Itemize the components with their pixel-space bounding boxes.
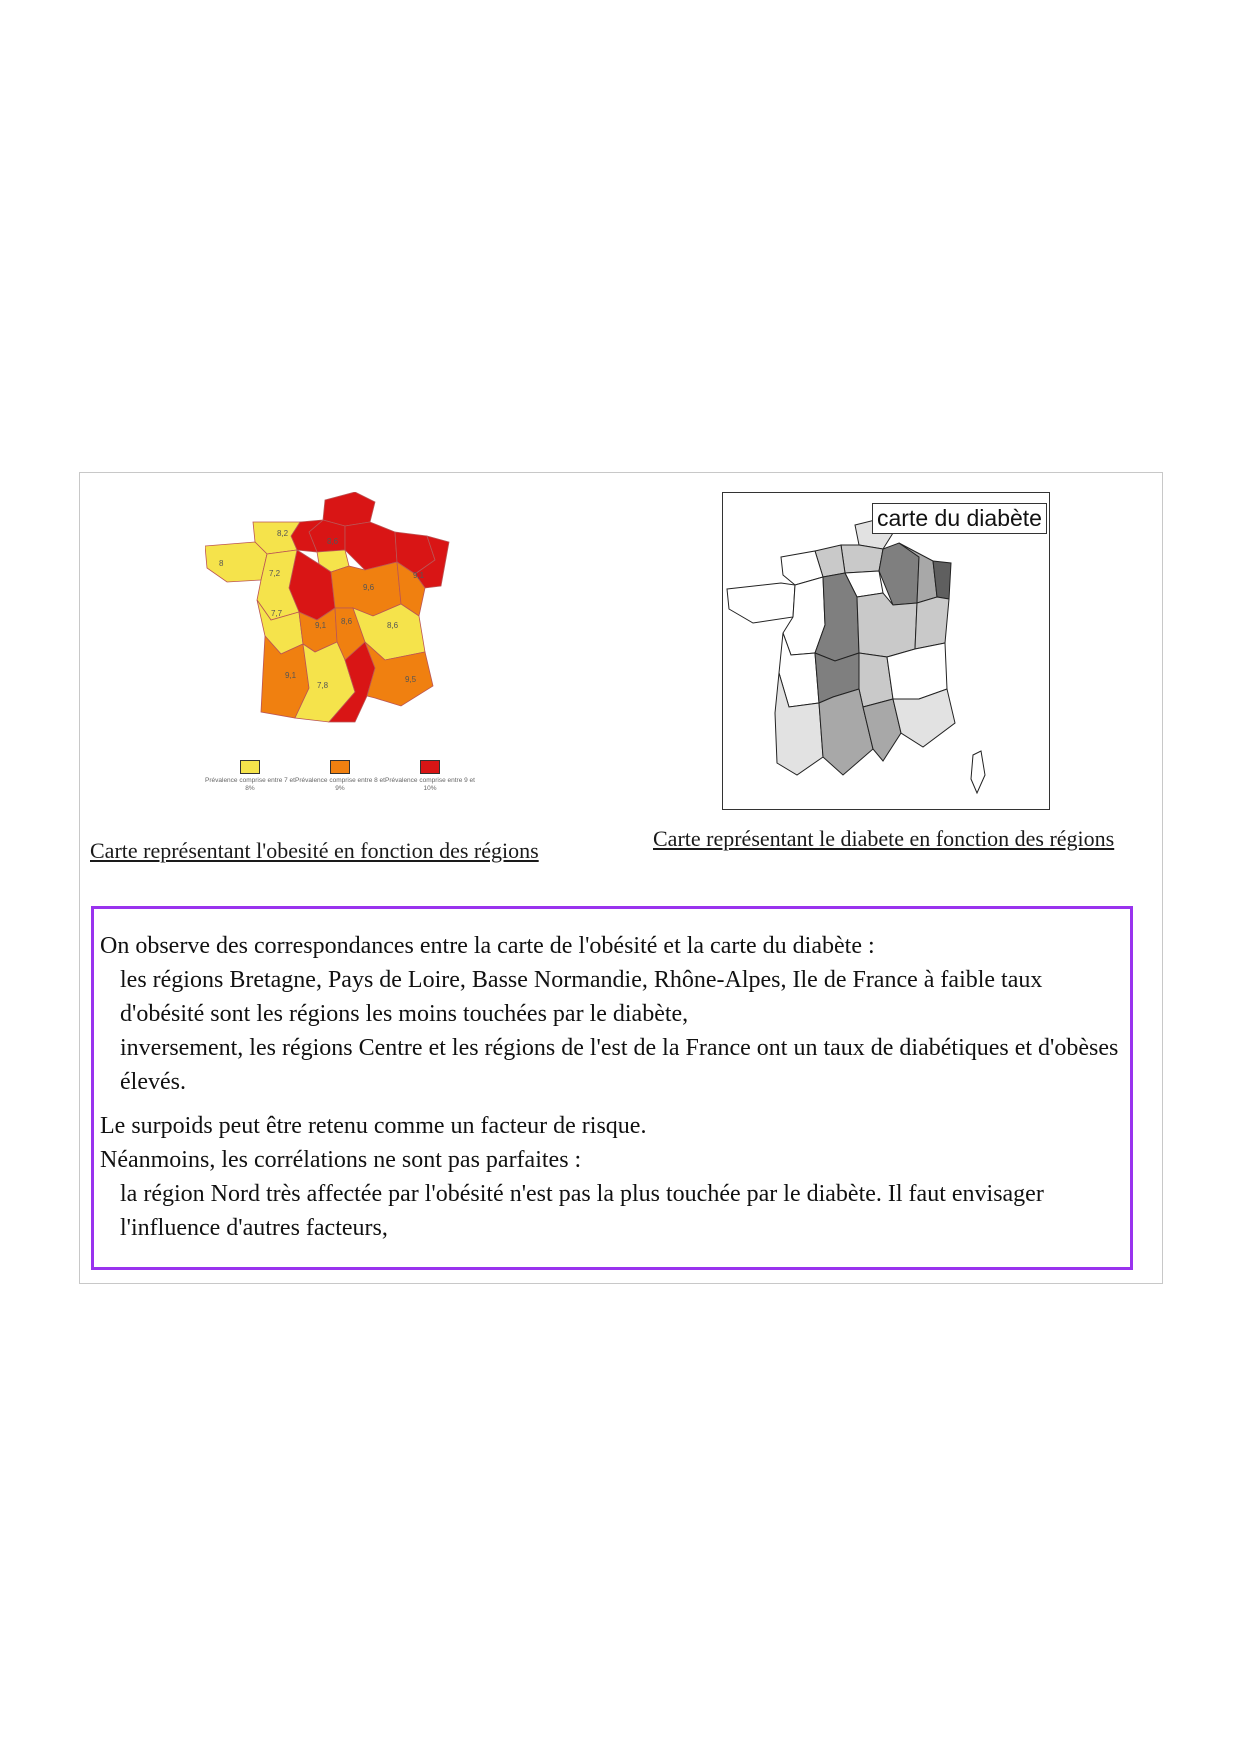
- legend-swatch: [420, 760, 440, 774]
- region-franche-comte: [915, 597, 949, 649]
- obesity-legend: [205, 760, 475, 800]
- conclusion-paragraph: On observe des correspondances entre la carte de l'obésité et la carte du diabète :: [100, 933, 875, 959]
- map-title: carte du diabète: [872, 503, 1047, 534]
- legend-item-mid: [295, 760, 385, 793]
- region-picardie: [841, 545, 883, 573]
- region-label: 9,1: [315, 621, 327, 630]
- legend-swatch: [240, 760, 260, 774]
- region-label: 8,6: [341, 617, 353, 626]
- legend-swatch: [330, 760, 350, 774]
- region-label: 9,6: [363, 583, 375, 592]
- obesity-map: [205, 492, 475, 804]
- conclusion-paragraph: les régions Bretagne, Pays de Loire, Basse Normandie, Rhône-Alpes, Ile de France à faible taux d'obésité sont les régions les moins touchées par le diabète,: [120, 967, 1043, 1027]
- conclusion-paragraph: Le surpoids peut être retenu comme un facteur de risque.: [100, 1113, 647, 1139]
- region-bretagne: [727, 583, 795, 623]
- region-label: 7,7: [271, 609, 283, 618]
- legend-label: Prévalence comprise entre 8 et 9%: [295, 777, 385, 792]
- region-label: 8,6: [387, 621, 399, 630]
- region-label: 9,1: [413, 571, 425, 580]
- caption-obesity: Carte représentant l'obesité en fonction des régions: [90, 838, 539, 863]
- region-label: 7,8: [317, 681, 329, 690]
- legend-item-low: [205, 760, 295, 793]
- region-label: 8: [219, 559, 224, 568]
- legend-label: Prévalence comprise entre 7 et 8%: [205, 777, 295, 792]
- region-bretagne: [205, 542, 267, 582]
- legend-label: Prévalence comprise entre 9 et 10%: [385, 777, 475, 792]
- region-label: 9,5: [405, 675, 417, 684]
- region-label: 7,2: [269, 569, 281, 578]
- region-label: 8,2: [277, 529, 289, 538]
- conclusion-paragraph: la région Nord très affectée par l'obésité n'est pas la plus touchée par le diabète. Il faut envisager l'influence d'autres facteurs,: [120, 1181, 1044, 1241]
- conclusion-paragraph: inversement, les régions Centre et les régions de l'est de la France ont un taux de diabétiques et d'obèses élevés.: [120, 1035, 1119, 1095]
- legend-item-high: [385, 760, 475, 793]
- region-nord: [323, 492, 375, 526]
- conclusion-box: [91, 906, 1133, 1270]
- conclusion-paragraph: Néanmoins, les corrélations ne sont pas parfaites :: [100, 1147, 582, 1173]
- region-corse: [971, 751, 985, 793]
- region-champagne: [345, 522, 397, 570]
- region-label: 8,6: [327, 537, 339, 546]
- caption-diabetes: Carte représentant le diabete en fonction des régions: [653, 826, 1115, 851]
- region-label: 9,1: [285, 671, 297, 680]
- diabetes-map: [722, 492, 1050, 810]
